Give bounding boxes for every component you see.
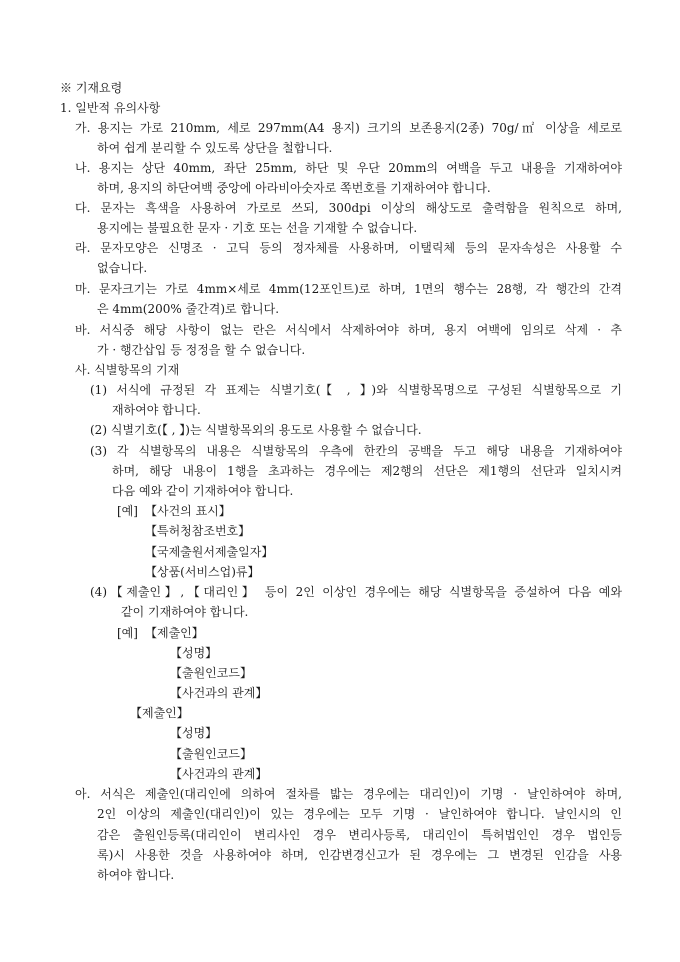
item-ma-line-1: 마. 문자크기는 가로 4mm×세로 4mm(12포인트)로 하며, 1면의 행수는 28행, 각 행간의 간격: [75, 282, 622, 296]
item-na-line-1: 나. 용지는 상단 40mm, 좌단 25mm, 하단 및 우단 20mm의 여백을 두고 내용을 기재하여야: [75, 161, 622, 175]
item-a-line-5: 하여야 합니다.: [97, 868, 175, 882]
item-sa-title: 사. 식별항목의 기재: [75, 363, 180, 377]
sa-item-1-line-2: 재하여야 합니다.: [112, 403, 201, 417]
section-1-title: 1. 일반적 유의사항: [60, 101, 161, 115]
item-da-line-1: 다. 문자는 흑색을 사용하여 가로로 쓰되, 300dpi 이상의 해상도로 출력함을 원칙으로 하며,: [75, 201, 622, 215]
heading: ※ 기재요령: [60, 81, 123, 95]
item-ba-line-2: 가 · 행간삽입 등 정정을 할 수 없습니다.: [97, 343, 306, 357]
example-1-item: 【국제출원서제출일자】: [145, 545, 274, 559]
item-ra-line-2: 없습니다.: [97, 261, 148, 275]
item-da-line-2: 용지에는 불필요한 문자 · 기호 또는 선을 기재할 수 없습니다.: [97, 221, 418, 235]
example-2-item: 【출원인코드】: [170, 666, 252, 680]
example-2-group-2-title: 【제출인】: [130, 706, 189, 720]
example-2-item: 【사건과의 관계】: [170, 767, 268, 781]
item-ma-line-2: 은 4mm(200% 줄간격)로 합니다.: [97, 302, 280, 316]
sa-item-4-line-1: (4)【제출인】,【대리인】 등이 2인 이상인 경우에는 해당 식별항목을 증설하여 다음 예와: [90, 585, 622, 599]
sa-item-4-line-2: 같이 기재하여야 합니다.: [121, 605, 249, 619]
example-2-item: 【성명】: [170, 726, 218, 740]
item-ga-line-1: 가. 용지는 가로 210mm, 세로 297mm(A4 용지) 크기의 보존용지(2종) 70g/㎡ 이상을 세로로: [75, 121, 622, 135]
example-2-group-1-title: 【제출인】: [145, 626, 204, 640]
sa-item-1-line-1: (1) 서식에 규정된 각 표제는 식별기호(【 , 】)와 식별항목명으로 구성된 식별항목으로 기: [90, 383, 622, 397]
example-2-label: [예]: [117, 626, 138, 640]
item-a-line-2: 2인 이상의 제출인(대리인)이 있는 경우에는 모두 기명 · 날인하여야 합니다. 날인시의 인: [97, 807, 622, 821]
example-2-item: 【사건과의 관계】: [170, 686, 268, 700]
item-a-line-4: 록)시 사용한 것을 사용하여야 하며, 인감변경신고가 된 경우에는 그 변경된 인감을 사용: [97, 848, 622, 862]
example-1-label: [예]: [117, 504, 138, 518]
example-2-item: 【성명】: [170, 646, 218, 660]
item-a-line-3: 감은 출원인등록(대리인이 변리사인 경우 변리사등록, 대리인이 특허법인인 경우 법인등: [97, 828, 622, 842]
example-1-item: 【사건의 표시】: [145, 504, 231, 518]
sa-item-3-line-1: (3) 각 식별항목의 내용은 식별항목의 우측에 한칸의 공백을 두고 해당 내용을 기재하여야: [90, 444, 622, 458]
item-na-line-2: 하며, 용지의 하단여백 중앙에 아라비아숫자로 쪽번호를 기재하여야 합니다.: [97, 181, 491, 195]
sa-item-2: (2) 식별기호(【 , 】)는 식별항목외의 용도로 사용할 수 없습니다.: [90, 423, 422, 437]
item-ba-line-1: 바. 서식중 해당 사항이 없는 란은 서식에서 삭제하여야 하며, 용지 여백에 임의로 삭제 · 추: [75, 323, 622, 337]
example-1-item: 【특허청참조번호】: [145, 524, 251, 538]
item-ra-line-1: 라. 문자모양은 신명조 · 고딕 등의 정자체를 사용하며, 이탤릭체 등의 문자속성은 사용할 수: [75, 241, 622, 255]
sa-item-3-line-3: 다음 예와 같이 기재하여야 합니다.: [112, 484, 294, 498]
item-ga-line-2: 하여 쉽게 분리할 수 있도록 상단을 철합니다.: [97, 141, 333, 155]
item-a-line-1: 아. 서식은 제출인(대리인에 의하여 절차를 밟는 경우에는 대리인)이 기명 · 날인하여야 하며,: [75, 787, 622, 801]
example-2-item: 【출원인코드】: [170, 747, 252, 761]
sa-item-3-line-2: 하며, 해당 내용이 1행을 초과하는 경우에는 제2행의 선단은 제1행의 선단과 일치시켜: [112, 464, 622, 478]
example-1-item: 【상품(서비스업)류】: [145, 565, 260, 579]
